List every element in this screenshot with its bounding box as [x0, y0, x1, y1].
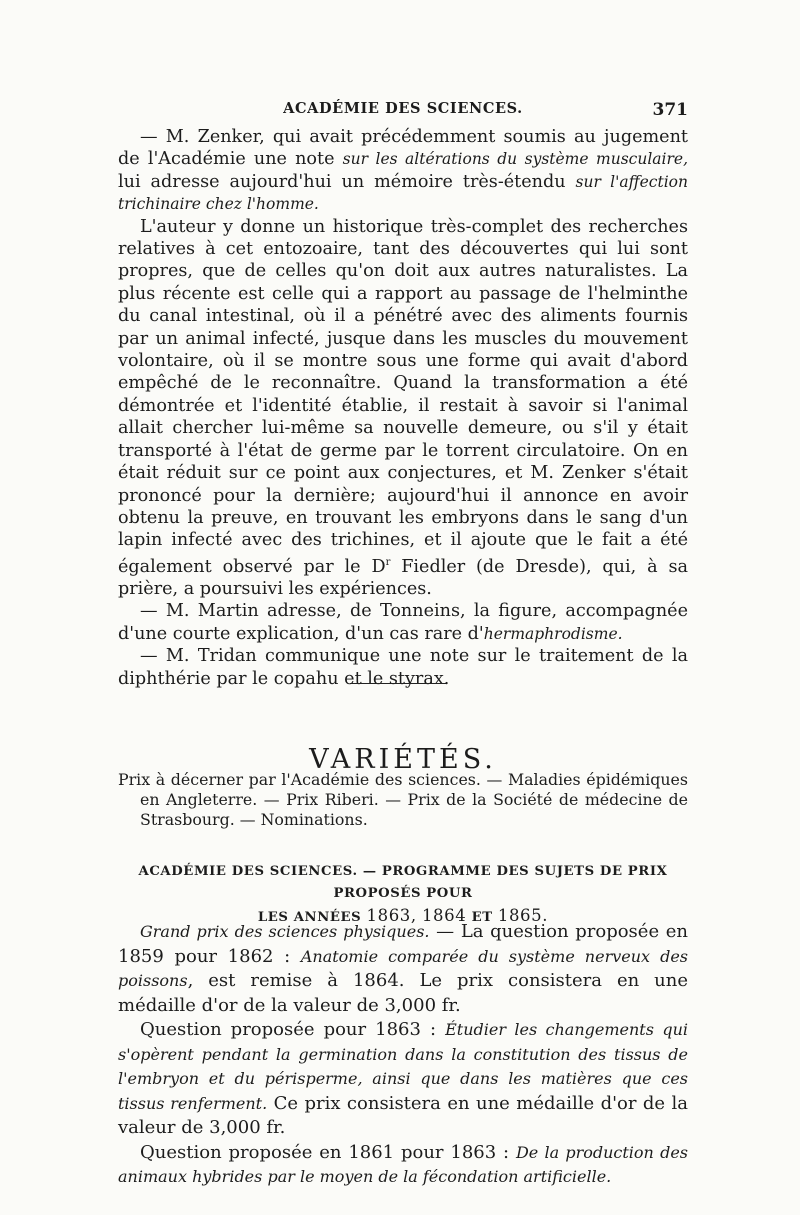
- italic-title: Grand prix des sciences physiques.: [140, 922, 430, 941]
- year: 1863,: [366, 906, 417, 925]
- page-number: 371: [652, 100, 688, 120]
- paragraph-tridan: — M. Tridan communique une note sur le traitement de la diphthérie par le copahu et le styrax.: [118, 646, 688, 689]
- superscript: r: [385, 556, 391, 568]
- question-1863: [118, 1018, 688, 1141]
- text-run: Ce prix consistera en une médaille d'or de la valeur de 3,000 fr.: [118, 1092, 688, 1138]
- year: 1865.: [497, 906, 549, 925]
- italic-title: sur les altérations du système musculaire,: [342, 150, 689, 169]
- italic-term: hermaphrodisme.: [483, 624, 623, 643]
- text-run: — La question proposée en 1859 pour 1862 :: [118, 921, 689, 967]
- subheading-line: ACADÉMIE DES SCIENCES. — PROGRAMME DES SUJETS DE PRIX PROPOSÉS POUR: [138, 864, 668, 901]
- italic-title: Anatomie comparée du système nerveux des poissons: [118, 946, 688, 990]
- text-run: Question proposée pour 1863 :: [140, 1019, 446, 1040]
- section-divider: [350, 683, 446, 684]
- section-summary: Prix à décerner par l'Académie des sciences. — Maladies épidémiques en Angleterre. — Prix Riberi. — Prix de la Société de médecine de Strasbourg. — Nominations.: [118, 770, 688, 829]
- paragraph-martin: [118, 600, 688, 645]
- text-run: — M. Zenker, qui avait précédemment soumis au jugement de l'Académie une note: [118, 127, 688, 170]
- text-run: — M. Martin adresse, de Tonneins, la figure, accompagnée d'une courte explication, d'un cas rare d': [118, 601, 688, 644]
- italic-title: sur l'affection trichinaire chez l'homme.: [118, 172, 688, 214]
- year: 1864: [421, 906, 467, 925]
- text-run: Fiedler (de Dresde), qui, à sa prière, a poursuivi les expériences.: [118, 556, 688, 599]
- text-run: LES ANNÉES: [257, 910, 362, 925]
- question-1861: [118, 1141, 688, 1190]
- text-run: lui adresse aujourd'hui un mémoire très-étendu: [118, 171, 576, 192]
- text-run: , est remise à 1864. Le prix consistera en une médaille d'or de la valeur de 3,000 fr.: [118, 970, 688, 1016]
- program-subheading: [118, 861, 688, 929]
- body-text: [118, 126, 688, 690]
- section-title: VARIÉTÉS.: [309, 744, 497, 776]
- running-title: ACADÉMIE DES SCIENCES.: [283, 100, 523, 117]
- page-header: [118, 100, 688, 124]
- italic-title: De la production des animaux hybrides par le moyen de la fécondation artificielle.: [118, 1142, 689, 1186]
- prize-questions: [118, 920, 688, 1190]
- paragraph-historique: [118, 216, 688, 601]
- text-run: ET: [471, 910, 493, 925]
- question-grand-prix: [118, 920, 688, 1018]
- italic-title: Étudier les changements qui s'opèrent pendant la germination dans la constitution des tissus de l'embryon et du périsperme, ainsi que dans les matières que ces tissus renferment.: [118, 1020, 689, 1113]
- text-run: L'auteur y donne un historique très-complet des recherches relatives à cet entozoaire, tant des découvertes qui lui sont propres, que de celles qu'on doit aux autres naturalistes. La plus récente est celle qui a rapport au passage de l'helminthe du canal intestinal, où il a pénétré avec des aliments fournis par un animal infecté, jusque dans les muscles du mouvement volontaire, où il se montre sous une forme qui avait d'abord empêché de le reconnaître. Quand la transformation a été démontrée et l'identité établie, il restait à savoir si l'animal allait chercher lui-même sa nouvelle demeure, ou s'il y était transporté à l'état de germe par le torrent circulatoire. On en était réduit sur ce point aux conjectures, et M. Zenker s'était prononcé pour la dernière; aujourd'hui il annonce en avoir obtenu la preuve, en trouvant les embryons dans le sang d'un lapin infecté avec des trichines, et il ajoute que le fait a été également observé par le D: [118, 216, 688, 577]
- text-run: Question proposée en 1861 pour 1863 :: [140, 1141, 516, 1163]
- paragraph-zenker: [118, 126, 688, 216]
